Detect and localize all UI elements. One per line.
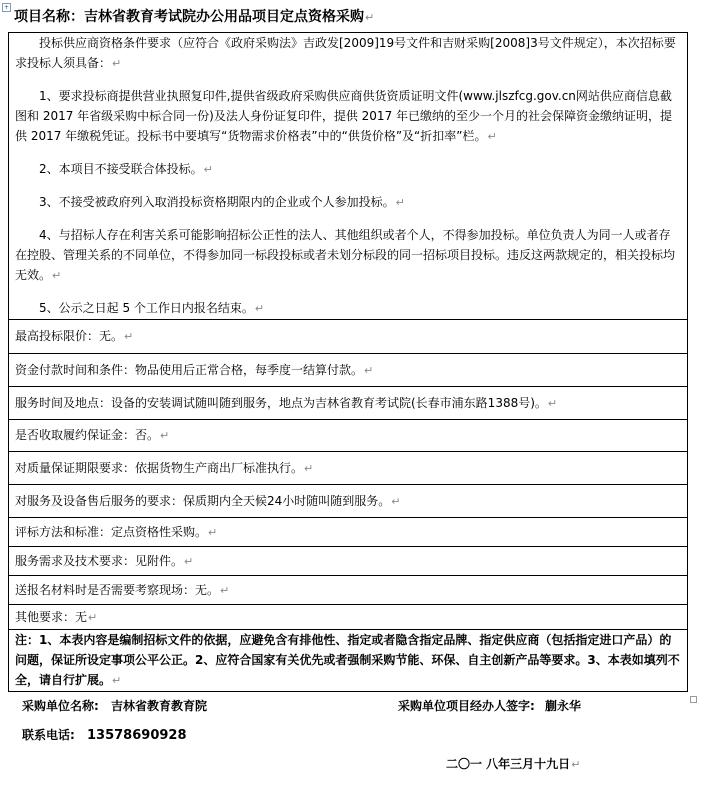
contact-phone-label: 联系电话: — [22, 728, 75, 742]
purchaser-unit-label: 采购单位名称: — [22, 699, 99, 713]
performance-bond: 是否收取履约保证金：否。↵ — [9, 420, 688, 452]
requirement-item: 5、公示之日起 5 个工作日内报名结束。↵ — [39, 301, 265, 315]
evaluation-method: 评标方法和标准：定点资格性采购。↵ — [9, 518, 688, 547]
quality-warranty: 对质量保证期限要求：依据货物生产商出厂标准执行。↵ — [9, 452, 688, 485]
requirement-item: 1、要求投标商提供营业执照复印件,提供省级政府采购供应商供货资质证明文件(www.jlszfcg.gov.cn网站供应商信息截图和 2017 年省级采购中标合同一份)及法人身份证复印件，提供 2017 年已缴纳的至少一个月的社会保障资金缴纳证明，提供 2017 年缴税凭证。投标书中要填写“货物需求价格表”中的“供货价格”及“折扣率”栏。↵ — [15, 89, 673, 143]
paragraph-mark-icon: ↵ — [88, 610, 98, 624]
service-time-location: 服务时间及地点：设备的安装调试随叫随到服务，地点为吉林省教育考试院(长春市浦东路1388号)。↵ — [9, 387, 688, 420]
table-note: 注：1、本表内容是编制招标文件的依据，应避免含有排他性、指定或者隐含指定品牌、指定供应商（包括指定进口产品）的问题，保证所设定事项公平公正。2、应符合国家有关优先或者强制采购节能、环保、自主创新产品等要求。3、本表如填列不全，请自行扩展。↵ — [9, 630, 688, 692]
requirements-cell — [9, 33, 688, 320]
paragraph-mark-icon: ↵ — [365, 11, 375, 24]
table-row — [9, 452, 688, 485]
procurement-table — [8, 32, 688, 692]
site-inspection: 送报名材料时是否需要考察现场：无。↵ — [9, 576, 688, 605]
requirement-item: 3、不接受被政府列入取消投标资格期限内的企业或个人参加投标。↵ — [39, 195, 405, 209]
paragraph-mark-icon: ↵ — [112, 57, 122, 70]
paragraph-mark-icon: ↵ — [203, 163, 213, 176]
other-requirements: 其他要求：无↵ — [9, 605, 688, 630]
table-row — [9, 320, 688, 354]
handler-signature-value: 蒯永华 — [545, 699, 582, 713]
project-title-label: 项目名称： — [14, 9, 84, 25]
paragraph-mark-icon: ↵ — [304, 461, 314, 475]
paragraph-mark-icon: ↵ — [220, 583, 230, 597]
table-row — [9, 33, 688, 320]
paragraph-mark-icon: ↵ — [124, 330, 134, 343]
paragraph-mark-icon: ↵ — [547, 396, 558, 410]
table-row — [9, 576, 688, 605]
max-bid-price: 最高投标限价：无。↵ — [9, 320, 688, 354]
end-of-row-mark-icon — [690, 696, 697, 703]
table-row — [9, 518, 688, 547]
requirement-item: 4、与招标人存在利害关系可能影响招标公正性的法人、其他组织或者个人，不得参加投标。单位负责人为同一人或者存在控股、管理关系的不同单位，不得参加同一标段投标或者未划分标段的同一招标项目投标。违反这两款规定的，相关投标均无效。↵ — [15, 228, 676, 282]
payment-terms: 资金付款时间和条件：物品使用后正常合格，每季度一结算付款。↵ — [9, 354, 688, 387]
table-row — [9, 420, 688, 452]
project-title-value: 吉林省教育考试院办公用品项目定点资格采购 — [84, 9, 364, 25]
paragraph-mark-icon: ↵ — [208, 525, 218, 539]
paragraph-mark-icon: ↵ — [364, 363, 374, 377]
contact-phone-value: 13578690928 — [87, 728, 187, 743]
paragraph-mark-icon: ↵ — [395, 196, 405, 209]
paragraph-mark-icon: ↵ — [52, 269, 62, 282]
project-title — [14, 6, 374, 26]
paragraph-mark-icon: ↵ — [184, 554, 194, 568]
handler-signature — [398, 697, 581, 714]
paragraph-mark-icon: ↵ — [571, 758, 581, 771]
technical-requirements: 服务需求及技术要求：见附件。↵ — [9, 547, 688, 576]
table-row — [9, 630, 688, 692]
contact-phone — [22, 726, 187, 743]
paragraph-mark-icon: ↵ — [254, 302, 265, 315]
requirement-item: 2、本项目不接受联合体投标。↵ — [39, 162, 213, 176]
table-row — [9, 605, 688, 630]
table-row — [9, 354, 688, 387]
table-row — [9, 485, 688, 518]
table-row — [9, 387, 688, 420]
after-sales-service: 对服务及设备售后服务的要求：保质期内全天候24小时随叫随到服务。↵ — [9, 485, 688, 518]
table-move-handle-icon[interactable]: + — [3, 4, 10, 11]
requirements-intro: 投标供应商资格条件要求（应符合《政府采购法》吉政发[2009]19号文件和吉财采购[2008]3号文件规定），本次招标要求投标人须具备：↵ — [15, 36, 676, 70]
paragraph-mark-icon: ↵ — [160, 429, 170, 442]
purchaser-unit-value: 吉林省教育教育院 — [111, 699, 208, 713]
paragraph-mark-icon: ↵ — [487, 130, 497, 143]
purchaser-unit — [22, 697, 207, 714]
handler-signature-label: 采购单位项目经办人签字: — [398, 699, 535, 713]
signature-date: 二〇一 八年三月十九日↵ — [446, 757, 581, 771]
paragraph-mark-icon: ↵ — [391, 494, 401, 508]
paragraph-mark-icon: ↵ — [112, 674, 122, 687]
table-row — [9, 547, 688, 576]
